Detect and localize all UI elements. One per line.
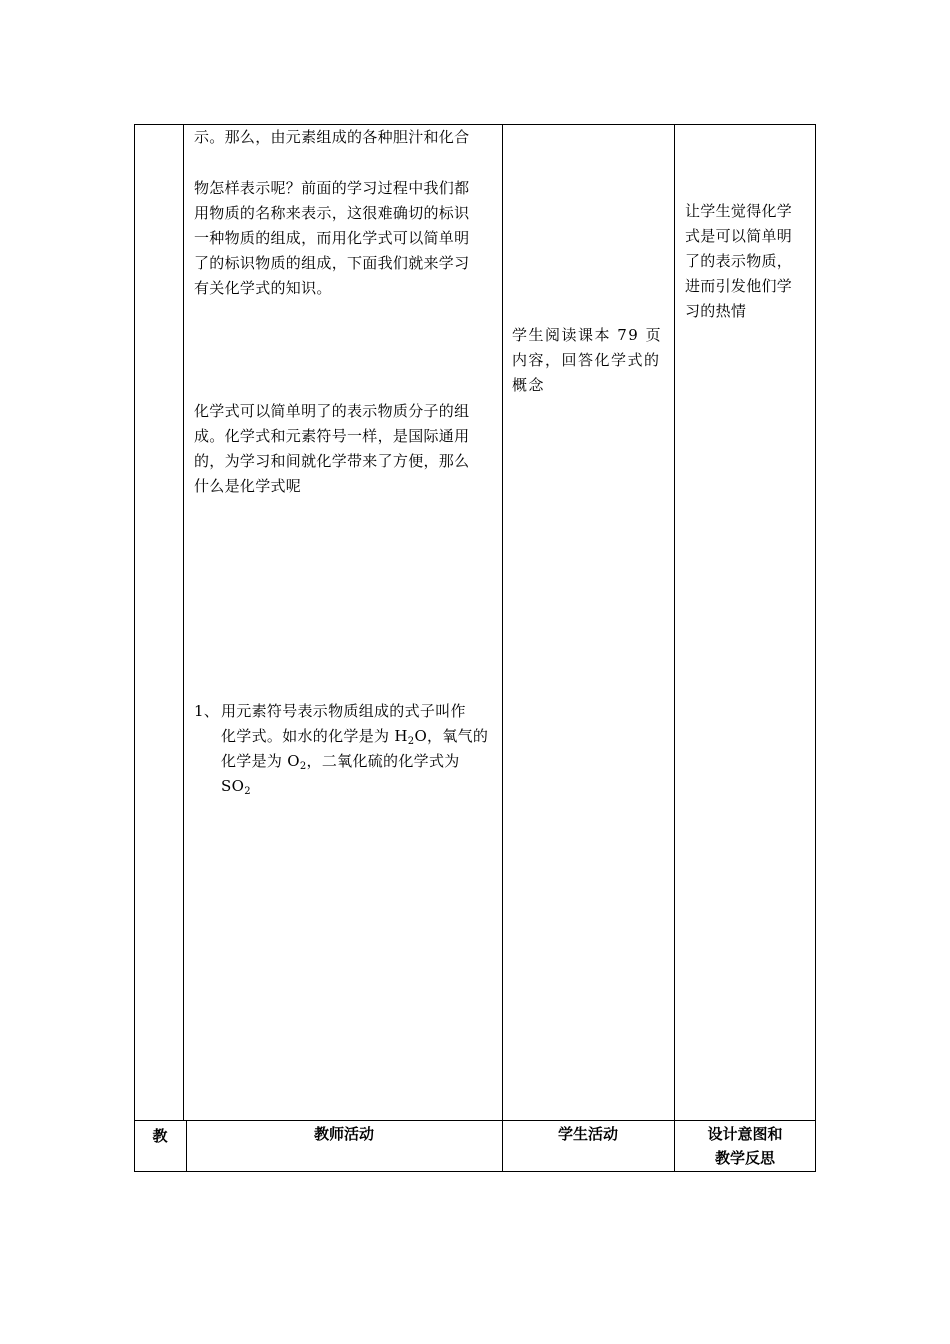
header-teach-cell: 教 [152, 1127, 168, 1145]
teacher-text-line: 示。那么，由元素组成的各种胆汁和化合 [194, 128, 470, 146]
intent-text-line: 让学生觉得化学 [685, 202, 793, 220]
teacher-text-line: 一种物质的组成，而用化学式可以简单明 [194, 229, 470, 247]
list-item-text-line: 化学式。如水的化学是为 $H_2O$，氧气的 [221, 727, 489, 747]
intent-text-line: 进而引发他们学 [685, 277, 793, 295]
teacher-text-line: 有关化学式的知识。 [194, 279, 332, 297]
intent-text-line: 习的热情 [685, 302, 747, 320]
intent-text-line: 了的表示物质， [685, 252, 793, 270]
teacher-text-line: 的，为学习和间就化学带来了方便，那么 [194, 452, 470, 470]
teacher-text-line: 化学式可以简单明了的表示物质分子的组 [194, 402, 470, 420]
header-student-activity: 学生活动 [557, 1125, 618, 1143]
teacher-text-line: 成。化学式和元素符号一样，是国际通用 [194, 427, 470, 445]
column-divider-1 [183, 124, 184, 1120]
list-item-number: 1、 [194, 702, 220, 720]
teacher-text-line: 了的标识物质的组成，下面我们就来学习 [194, 254, 470, 272]
student-text-line: 内容，回答化学式的 [512, 351, 661, 369]
list-item-text-line: $SO_2$ [221, 777, 251, 797]
teacher-text-line: 什么是化学式呢 [194, 477, 302, 495]
footer-row-divider [134, 1120, 816, 1121]
header-design-intent-line1: 设计意图和 [707, 1125, 783, 1143]
column-divider-2 [502, 124, 503, 1172]
student-text-line: 学生阅读课本 79 页 [512, 326, 663, 344]
header-design-intent-line2: 教学反思 [714, 1149, 775, 1167]
intent-text-line: 式是可以简单明 [685, 227, 793, 245]
teacher-text-line: 物怎样表示呢？前面的学习过程中我们都 [194, 179, 470, 197]
list-item-text-line: 化学是为 $O_2$，二氧化硫的化学式为 [221, 752, 460, 772]
teacher-text-line: 用物质的名称来表示，这很难确切的标识 [194, 204, 470, 222]
header-teacher-activity: 教师活动 [313, 1125, 374, 1143]
column-divider-3 [674, 124, 675, 1172]
student-text-line: 概念 [512, 376, 546, 394]
list-item-text-line: 用元素符号表示物质组成的式子叫作 [221, 702, 466, 720]
